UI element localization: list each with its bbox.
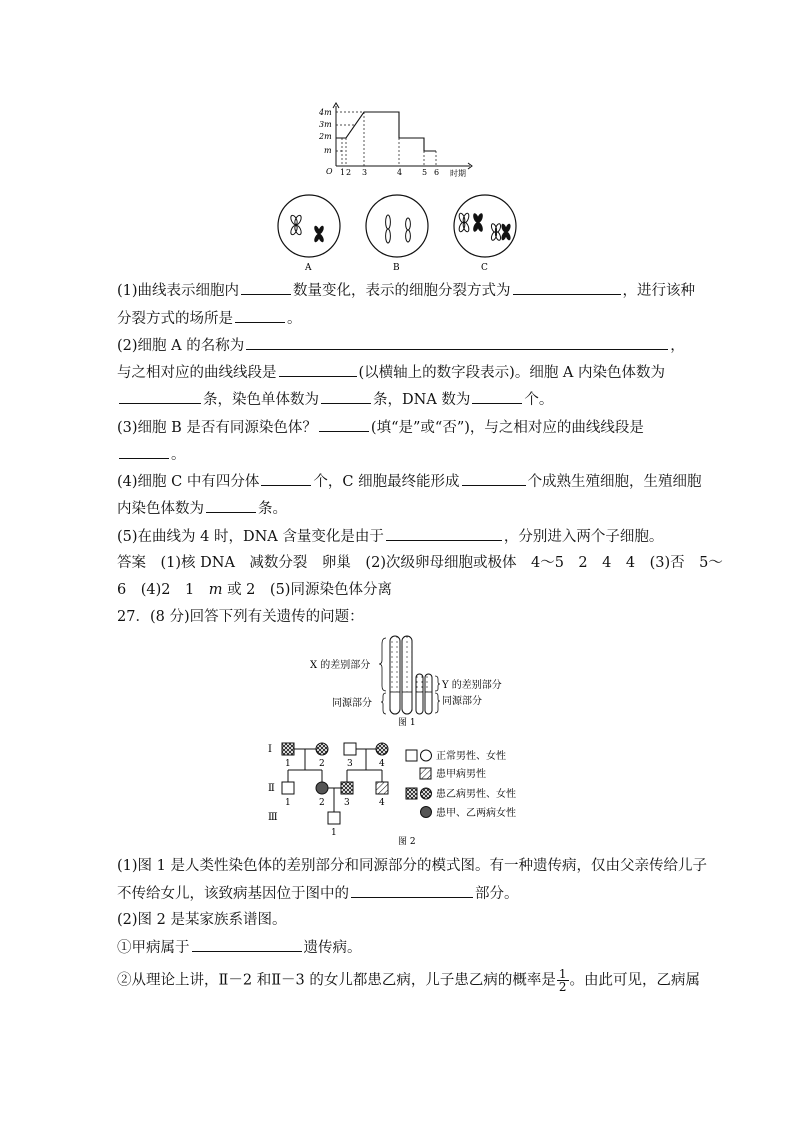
x-tick-1: 1 xyxy=(340,168,346,177)
q27-2-sub2-a: ②从理论上讲，Ⅱ－2 和Ⅱ－3 的女儿都患乙病，儿子患乙病的概率是 xyxy=(117,972,556,989)
q2-line3 xyxy=(117,389,553,410)
cell-b xyxy=(366,195,428,273)
q27-1-line2 xyxy=(117,883,519,904)
ii-3-male-yi xyxy=(341,782,353,794)
dna-curve xyxy=(336,112,436,151)
q4-line2 xyxy=(117,498,287,519)
answer-m-italic: m xyxy=(208,582,223,598)
q3-blank-2[interactable] xyxy=(119,444,169,459)
x-tick-3: 3 xyxy=(362,168,368,177)
q27-2-blank[interactable] xyxy=(192,937,302,952)
q2-text-a: (2)细胞 A 的名称为 xyxy=(117,338,245,354)
q3-line2 xyxy=(117,444,186,465)
answer-text-1: 答案 (1)核 DNA 减数分裂 卵巢 (2)次级卵母细胞或极体 4～5 2 4 4 (3)否 5～ xyxy=(117,555,723,571)
fraction-numerator: 1 xyxy=(558,967,567,981)
i-1-male-yi xyxy=(282,743,294,755)
q1-blank-1[interactable] xyxy=(241,280,291,295)
legend-text-1: 正常男性、女性 xyxy=(436,751,506,762)
i-2-female-yi xyxy=(316,743,328,755)
x-tick-6: 6 xyxy=(434,168,440,177)
legend-yi-female xyxy=(421,788,432,799)
q27-1-blank[interactable] xyxy=(351,883,473,898)
q27-2-line1 xyxy=(117,910,286,930)
y-tick-4m: 4m xyxy=(319,108,332,117)
gen-label-3: Ⅲ xyxy=(268,812,278,823)
legend-normal-female xyxy=(421,750,432,761)
q27-2-text: (2)图 2 是某家族系谱图。 xyxy=(117,912,287,928)
q2-text-e: 条，染色单体数为 xyxy=(203,392,319,408)
q4-blank-2[interactable] xyxy=(462,471,526,486)
legend-text-2: 患甲病男性 xyxy=(436,769,486,780)
ii-4-male-jia xyxy=(376,782,388,794)
label-homologous-left: 同源部分 xyxy=(332,698,372,709)
i-1-num: 1 xyxy=(285,759,291,769)
q27-2-sub2 xyxy=(117,968,700,993)
cell-label-a: A xyxy=(305,263,312,273)
q27-1-text-a: (1)图 1 是人类性染色体的差别部分和同源部分的模式图。有一种遗传病，仅由父亲传给儿子 xyxy=(117,858,707,874)
q3-line1 xyxy=(117,417,644,438)
i-2-num: 2 xyxy=(319,759,325,769)
q27-2-sub1-a: ①甲病属于 xyxy=(117,940,190,956)
q4-blank-3[interactable] xyxy=(206,498,256,513)
q27-title xyxy=(117,607,364,627)
legend-yi-male xyxy=(406,788,417,799)
q1-blank-3[interactable] xyxy=(235,308,285,323)
cell-a xyxy=(278,195,340,273)
q4-text-a: (4)细胞 C 中有四分体 xyxy=(117,474,260,490)
y-tick-m: m xyxy=(324,146,332,155)
figure-2-caption: 图 2 xyxy=(398,837,416,847)
label-y-diff: Y 的差别部分 xyxy=(442,680,502,691)
x-tick-2: 2 xyxy=(346,168,352,177)
q27-2-sub1 xyxy=(117,937,362,958)
answer-line2 xyxy=(117,580,392,600)
q2-blank-5[interactable] xyxy=(472,389,522,404)
q4-text-b: 个，C 细胞最终能形成 xyxy=(313,474,460,490)
q2-text-g: 个。 xyxy=(524,392,554,408)
i-3-male-normal xyxy=(344,743,356,755)
q5-line1 xyxy=(117,526,663,547)
iii-1-num: 1 xyxy=(331,828,337,838)
y-tick-2m: 2m xyxy=(319,132,332,141)
ii-1-male-normal xyxy=(282,782,294,794)
fraction-one-half xyxy=(557,968,569,993)
q3-text-b: (填“是”或“否”)，与之相对应的曲线线段是 xyxy=(370,420,644,436)
ii-2-num: 2 xyxy=(319,798,325,808)
figure-1-sex-chromosomes xyxy=(300,630,520,730)
q1-line2 xyxy=(117,308,302,329)
label-x-diff: X 的差别部分 xyxy=(310,660,371,671)
q4-text-c: 个成熟生殖细胞，生殖细胞 xyxy=(527,474,702,490)
q27-1-line1 xyxy=(117,856,707,876)
q5-text-b: ，分别进入两个子细胞。 xyxy=(503,529,664,545)
y-tick-3m: 3m xyxy=(319,120,332,129)
q2-text-c: 与之相对应的曲线线段是 xyxy=(117,365,277,381)
gen-label-1: Ⅰ xyxy=(268,744,272,755)
q27-1-text-c: 部分。 xyxy=(475,886,519,902)
q4-text-e: 条。 xyxy=(258,501,287,517)
q1-blank-2[interactable] xyxy=(513,280,621,295)
q27-2-sub1-b: 遗传病。 xyxy=(303,940,362,956)
cell-c xyxy=(454,195,516,273)
q4-blank-1[interactable] xyxy=(261,471,311,486)
x-tick-5: 5 xyxy=(422,168,428,177)
label-homologous-right: 同源部分 xyxy=(442,696,482,707)
q27-2-sub2-b: 。由此可见，乙病属 xyxy=(569,972,701,989)
q2-blank-2[interactable] xyxy=(279,362,357,377)
fraction-denominator: 2 xyxy=(558,980,567,994)
answer-line1 xyxy=(117,553,723,573)
q2-line1 xyxy=(117,335,685,356)
q1-text-d: 分裂方式的场所是 xyxy=(117,311,233,327)
ii-2-female-both xyxy=(316,782,328,794)
q27-1-text-b: 不传给女儿，该致病基因位于图中的 xyxy=(117,886,349,902)
legend-text-4: 患甲、乙两病女性 xyxy=(436,808,516,819)
q2-blank-4[interactable] xyxy=(321,389,371,404)
graph-origin: O xyxy=(326,167,333,176)
dna-content-graph xyxy=(318,100,478,180)
q3-blank-1[interactable] xyxy=(319,417,369,432)
q3-text-c: 。 xyxy=(171,447,186,463)
cell-label-c: C xyxy=(481,263,488,273)
q4-text-d: 内染色体数为 xyxy=(117,501,204,517)
legend-text-3: 患乙病男性、女性 xyxy=(436,789,516,800)
legend-both-female xyxy=(421,807,432,818)
answer-text-2b: 或 2 (5)同源染色体分离 xyxy=(222,582,392,598)
q1-text-b: 数量变化，表示的细胞分裂方式为 xyxy=(293,283,511,299)
iii-1-male-normal xyxy=(328,812,340,824)
q2-blank-3[interactable] xyxy=(119,389,201,404)
i-4-num: 4 xyxy=(379,759,385,769)
q2-line2 xyxy=(117,362,665,383)
q5-blank-1[interactable] xyxy=(386,526,502,541)
ii-4-num: 4 xyxy=(379,798,385,808)
answer-text-2a: 6 (4)2 1 xyxy=(117,582,209,598)
q27-title-text: 27．(8 分)回答下列有关遗传的问题： xyxy=(117,609,364,625)
q1-text-a: (1)曲线表示细胞内 xyxy=(117,283,240,299)
q1-text-e: 。 xyxy=(287,311,302,327)
figure-1-caption: 图 1 xyxy=(398,718,416,728)
q3-text-a: (3)细胞 B 是否有同源染色体？ xyxy=(117,420,317,436)
ii-1-num: 1 xyxy=(285,798,291,808)
cell-diagrams xyxy=(270,190,525,275)
cell-label-b: B xyxy=(393,263,400,273)
q2-text-d: (以横轴上的数字段表示)。细胞 A 内染色体数为 xyxy=(358,365,666,381)
q1-text-c: ，进行该种 xyxy=(622,283,696,299)
q2-text-f: 条，DNA 数为 xyxy=(373,392,471,408)
q2-blank-1[interactable] xyxy=(246,335,668,350)
legend-normal-male xyxy=(406,750,417,761)
q2-text-b: ， xyxy=(670,338,685,354)
i-4-female-yi xyxy=(376,743,388,755)
gen-label-2: Ⅱ xyxy=(268,783,275,794)
q5-text-a: (5)在曲线为 4 时，DNA 含量变化是由于 xyxy=(117,529,384,545)
x-tick-4: 4 xyxy=(397,168,403,177)
legend-jia-male xyxy=(420,768,431,779)
figure-2-pedigree xyxy=(266,736,536,848)
x-axis-label: 时期 xyxy=(450,169,466,178)
q4-line1 xyxy=(117,471,702,492)
i-3-num: 3 xyxy=(347,759,353,769)
ii-3-num: 3 xyxy=(344,798,350,808)
q1-line1 xyxy=(117,280,695,301)
